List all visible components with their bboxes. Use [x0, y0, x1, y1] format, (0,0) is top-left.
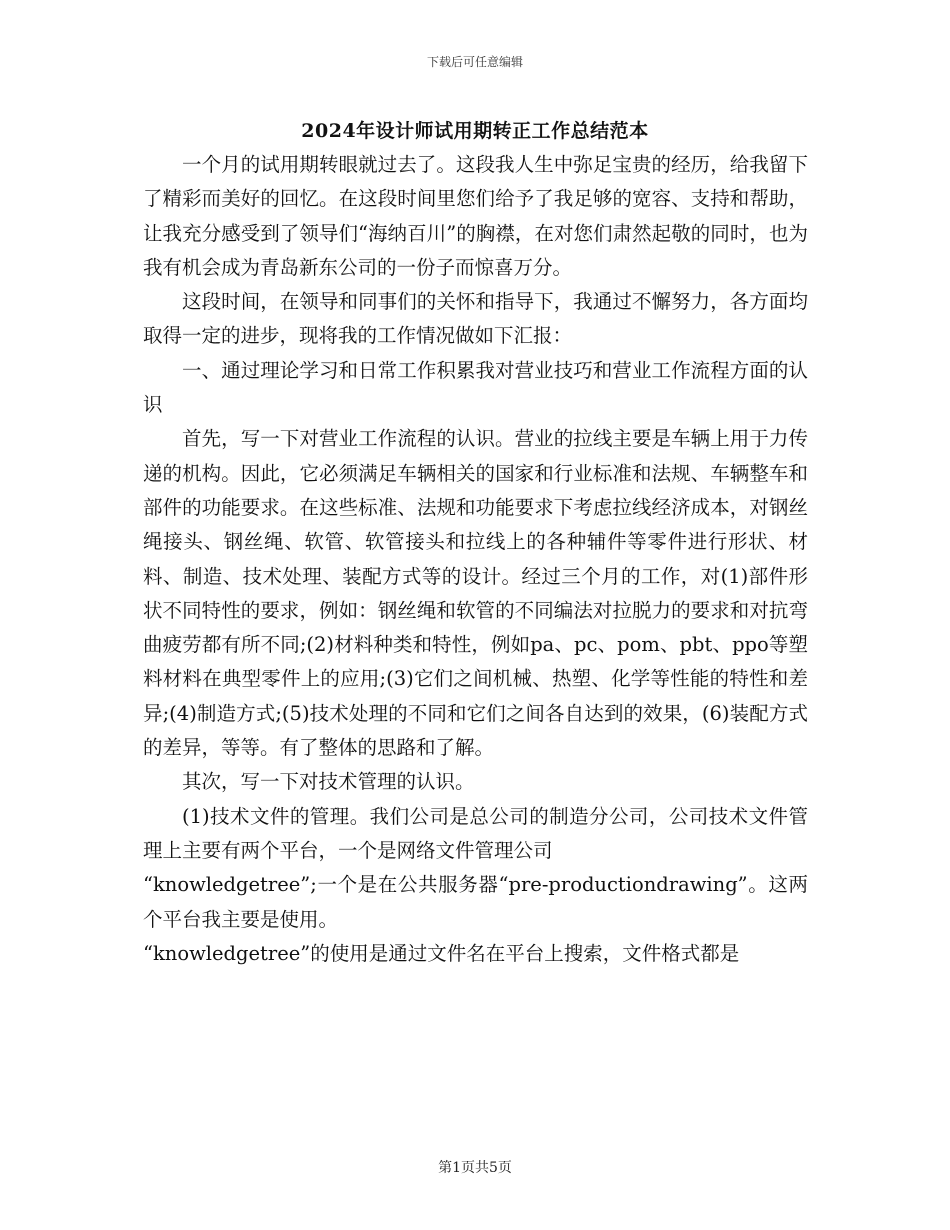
document-title: 2024年设计师试用期转正工作总结范本 — [301, 120, 649, 142]
paragraph-summary-lead: 这段时间，在领导和同事们的关怀和指导下，我通过不懈努力，各方面均取得一定的进步，现将我的工作情况做如下汇报： — [143, 290, 808, 348]
paragraph-knowledgetree-usage: “knowledgetree”的使用是通过文件名在平台上搜索，文件格式都是 — [143, 941, 740, 965]
paragraph-platforms: “knowledgetree”;一个是在公共服务器“pre-productiondrawing”。这两个平台我主要是使用。 — [143, 873, 808, 931]
section-heading-1: 一、通过理论学习和日常工作积累我对营业技巧和营业工作流程方面的认识 — [143, 358, 808, 417]
paragraph-file-management: (1)技术文件的管理。我们公司是总公司的制造分公司，公司技术文件管理上主要有两个平台，一个是网络文件管理公司 — [143, 804, 808, 862]
paragraph-workflow: 首先，写一下对营业工作流程的认识。营业的拉线主要是车辆上用于力传递的机构。因此，它必须满足车辆相关的国家和行业标准和法规、车辆整车和部件的功能要求。在这些标准、法规和功能要求下考虑拉线经济成本，对钢丝绳接头、钢丝绳、软管、软管接头和拉线上的各种辅件等零件进行形状、材料、制造、技术处理、装配方式等的设计。经过三个月的工作，对(1)部件形状不同特性的要求，例如：钢丝绳和软管的不同编法对拉脱力的要求和对抗弯曲疲劳都有所不同;(2)材料种类和特性，例如pa、pc、pom、pbt、ppo等塑料材料在典型零件上的应用;(3)它们之间机械、热塑、化学等性能的特性和差异;(4)制造方式;(5)技术处理的不同和它们之间各自达到的效果，(6)装配方式的差异，等等。有了整体的思路和了解。 — [143, 427, 808, 760]
document-body — [143, 148, 808, 971]
page-header-note: 下载后可任意编辑 — [426, 55, 523, 69]
paragraph-tech-management-lead: 其次，写一下对技术管理的认识。 — [182, 770, 475, 794]
page-number: 第1页共5页 — [438, 1160, 512, 1176]
paragraph-intro: 一个月的试用期转眼就过去了。这段我人生中弥足宝贵的经历，给我留下了精彩而美好的回忆。在这段时间里您们给予了我足够的宽容、支持和帮助，让我充分感受到了领导们“海纳百川”的胸襟，在对您们肃然起敬的同时，也为我有机会成为青岛新东公司的一份子而惊喜万分。 — [143, 153, 808, 279]
